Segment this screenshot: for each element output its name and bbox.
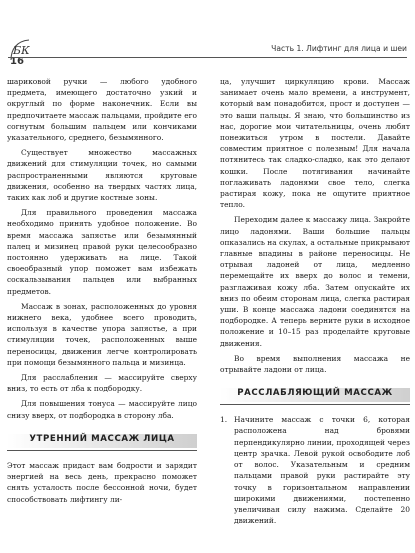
left-column <box>7 76 197 546</box>
section-heading <box>7 431 197 451</box>
page-header <box>0 0 415 68</box>
section-heading <box>220 385 410 405</box>
item-text: Начините массаж с точки 6, которая расположена над бровями перпендикулярно линии, проходящей через центр зрачка. Левой рукой освободите лоб от волос. Указательным и средним пальцами правой руки растирайте эту точку в горизонтальном направлении широкими движениями, постепенно увеличивая силу нажима. Сделайте 20 движений. <box>234 415 410 526</box>
paragraph: Этот массаж придаст вам бодрости и зарядит энергией на весь день, прекрасно поможет снять усталость после бессонной ночи, будет способствовать лифтингу ли- <box>7 460 197 504</box>
paragraph: Для повышения тонуса — массируйте лицо снизу вверх, от подбородка в сторону лба. <box>7 399 197 420</box>
paragraph: шариковой ручки — любого удобного предмета, имеющего достаточно узкий и округлый по форме наконечник. Если вы предпочитаете массаж пальцами, пройдите его согнутым большим пальцем или кончиками указательного, среднего, безымянного. <box>7 77 197 143</box>
paragraph: Для расслабления — массируйте сверху вниз, то есть от лба к подбородку. <box>7 373 197 394</box>
right-column <box>220 76 410 546</box>
running-head: Часть 1. Лифтинг для лица и шеи <box>271 44 407 53</box>
logo-text: БК <box>13 44 30 57</box>
paragraph: Во время выполнения массажа не отрывайте ладони от лица. <box>220 353 410 375</box>
header-rule <box>8 57 407 58</box>
paragraph: Для правильного проведения массажа необходимо принять удобное положение. Во время массажа запястье или безымянный палец и мизинец правой руки целесообразно постоянно удерживать на лице. Такой своеобразный упор поможет вам избежать соскальзывания пальцев или выбранных предметов. <box>7 208 197 296</box>
item-number: 1. <box>220 415 228 425</box>
paragraph: ца, улучшит циркуляцию крови. Массаж занимает очень мало времени, а инструмент, который вам понадобится, прост и доступен — это ваши пальцы. Я знаю, что большинство из нас, дорогие мои читательницы, очень любят понежиться утром в постели. Давайте совместим приятное с полезным! Для начала потянитесь так сладко-сладко, как это делают кошки. После потягивания начинайте поглаживать ладонями свое тело, слегка растирая кожу, пока не ощутите приятное тепло. <box>220 77 410 210</box>
paragraph: Массаж в зонах, расположенных до уровня нижнего века, удобнее всего проводить, используя в качестве упора запястье, а при стимуляции точек, расположенных выше переносицы, движения легче контролировать при помощи безымянного пальца и мизинца. <box>7 301 197 367</box>
paragraph: Существует множество массажных движений для стимуляции точек, но самыми распространенными являются круговые движения, особенно на твердых частях лица, таких как лоб и другие костные зоны. <box>7 148 197 203</box>
section-title: УТРЕННИЙ МАССАЖ ЛИЦА <box>29 433 175 444</box>
paragraph: Переходим далее к массажу лица. Закройте лицо ладонями. Ваши большие пальцы опказались на скулах, а остальные прикрывают главные впадины в районе переносицы. Не отрывая ладоней от лица, медленно перемещайте их вверх до волос и темени, разглаживая кожу лба. Затем опускайте их вниз по обеим сторонам лица, слегка растирая уши. В конце массажа ладони соединятся на подбородке. А теперь верните руки в исходное положение и 10–15 раз проделайте круговые движения. <box>220 215 410 348</box>
numbered-item <box>220 414 410 530</box>
page-number: 16 <box>10 56 24 67</box>
section-title: РАССЛАБЛЯЮЩИЙ МАССАЖ <box>237 388 393 399</box>
